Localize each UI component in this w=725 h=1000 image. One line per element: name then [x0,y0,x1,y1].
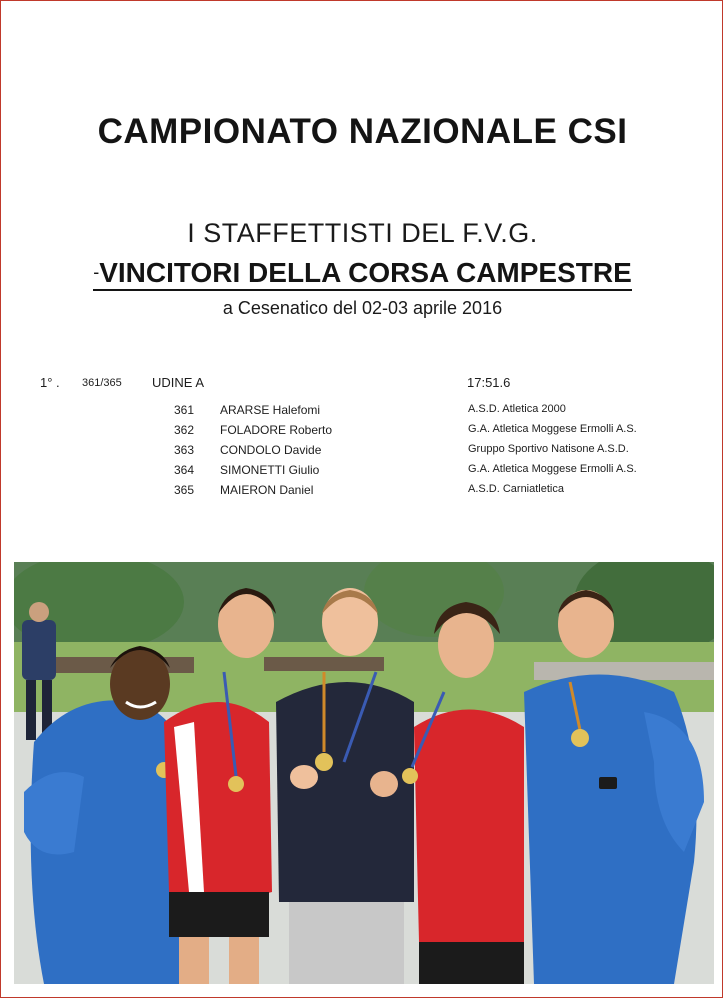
athlete-3-medal [315,753,333,771]
athlete-3-pants [289,902,404,984]
athlete-3-head [322,588,378,656]
page-title: CAMPIONATO NAZIONALE CSI [97,112,628,151]
athlete-5-medal [571,729,589,747]
team-member-row [0,423,725,439]
headline-dash: - [93,262,100,282]
athlete-4-hand [370,771,398,797]
athlete-2-medal [228,776,244,792]
team-member-row [0,443,725,459]
athlete-4-medal [402,768,418,784]
member-bib: 365 [174,483,195,497]
member-name: CONDOLO Davide [220,443,322,457]
athlete-4-shorts [419,942,524,984]
photo-passerby-head [29,602,49,622]
result-team: UDINE A [152,375,205,390]
member-club: G.A. Atletica Moggese Ermolli A.S. [468,423,637,435]
member-bib: 363 [174,443,195,457]
result-rank: 1° . [40,375,60,390]
athlete-3-hand [290,765,318,789]
team-member-row [0,463,725,479]
athlete-4-singlet [414,710,524,943]
athlete-2-leg [179,937,209,984]
athlete-1-arm [24,772,84,855]
member-name: FOLADORE Roberto [220,423,333,437]
team-member-row [0,483,725,499]
photo-passerby-leg [26,680,36,740]
member-name: SIMONETTI Giulio [220,463,320,477]
team-photo-illustration [14,562,714,984]
member-name: ARARSE Halefomi [220,403,321,417]
photo-passerby [22,620,56,680]
member-bib: 364 [174,463,195,477]
headline-text: VINCITORI DELLA CORSA CAMPESTRE [99,257,632,288]
member-club: G.A. Atletica Moggese Ermolli A.S. [468,463,637,475]
member-club: A.S.D. Atletica 2000 [468,403,566,415]
member-club: A.S.D. Carniatletica [468,483,564,495]
photo-bench [264,657,384,671]
member-club: Gruppo Sportivo Natisone A.S.D. [468,443,629,455]
member-name: MAIERON Daniel [220,483,314,497]
result-time: 17:51.6 [467,375,511,390]
page-subtitle: I STAFFETTISTI DEL F.V.G. [187,218,538,248]
athlete-5-watch [599,777,617,789]
team-member-row [0,403,725,419]
member-bib: 362 [174,423,195,437]
athlete-2-shorts [169,892,269,937]
event-dateline: a Cesenatico del 02-03 aprile 2016 [222,298,503,318]
member-bib: 361 [174,403,195,417]
athlete-2-leg [229,937,259,984]
team-photo [14,562,714,984]
result-bib-range: 361/365 [82,377,122,389]
